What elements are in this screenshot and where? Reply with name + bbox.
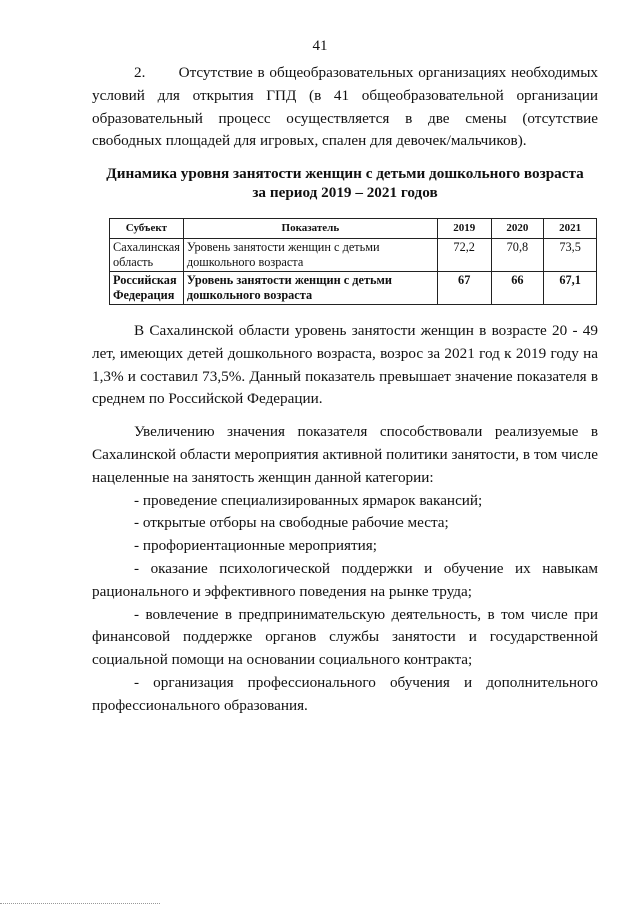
cell-subject: Сахалинская область [110, 239, 184, 272]
header-2019: 2019 [437, 219, 491, 239]
list-item: - вовлечение в предпринимательскую деятельность, в том числе при финансовой поддержке органов службы занятости и государственной социальной помощи на основании социального контракта; [92, 605, 598, 669]
cell-2019: 72,2 [437, 239, 491, 272]
cell-indicator: Уровень занятости женщин с детьми дошкольного возраста [183, 239, 437, 272]
intro-paragraph: 2. Отсутствие в общеобразовательных организациях необходимых условий для открытия ГПД (в 41 общеобразовательной организации образовательный процесс осуществляется в две смены (отсутствие свободных площадей для игровых, спален для девочек/мальчиков). [92, 64, 598, 150]
body-paragraph-2: Увеличению значения показателя способствовали реализуемые в Сахалинской области мероприятия активной политики занятости, в том числе нацеленные на занятость женщин данной категории: [92, 423, 598, 486]
cell-2021: 67,1 [544, 272, 597, 305]
header-indicator: Показатель [183, 219, 437, 239]
body-paragraph-1: В Сахалинской области уровень занятости женщин в возрасте 20 - 49 лет, имеющих детей дошкольного возраста, возрос за 2021 год к 2019 году на 1,3% и составил 73,5%. Данный показатель превышает значение показателя в среднем по Российской Федерации. [92, 322, 598, 408]
header-2021: 2021 [544, 219, 597, 239]
header-subject: Субъект [110, 219, 184, 239]
cell-subject: Российская Федерация [110, 272, 184, 305]
list-item: - организация профессионального обучения и дополнительного профессионального образования. [92, 673, 598, 714]
table-row [110, 272, 597, 305]
table-title-line-1: Динамика уровня занятости женщин с детьми дошкольного возраста [106, 165, 584, 182]
body-text [92, 320, 598, 718]
list-item: - оказание психологической поддержки и обучение их навыкам рационального и эффективного поведения на рынке труда; [92, 559, 598, 600]
table-row [110, 239, 597, 272]
cell-indicator: Уровень занятости женщин с детьми дошкольного возраста [183, 272, 437, 305]
cell-2020: 70,8 [491, 239, 544, 272]
page-number: 41 [312, 38, 328, 54]
footer-divider [0, 903, 160, 906]
header-2020: 2020 [491, 219, 544, 239]
cell-2020: 66 [491, 272, 544, 305]
list-item: - проведение специализированных ярмарок вакансий; [134, 491, 483, 509]
table-title [92, 164, 598, 202]
list-item: - открытые отборы на свободные рабочие места; [134, 514, 449, 532]
table-title-line-2: за период 2019 – 2021 годов [252, 184, 438, 201]
list-item: - профориентационные мероприятия; [134, 537, 377, 555]
cell-2021: 73,5 [544, 239, 597, 272]
cell-2019: 67 [437, 272, 491, 305]
employment-table [109, 218, 597, 305]
table-header-row [110, 219, 597, 239]
